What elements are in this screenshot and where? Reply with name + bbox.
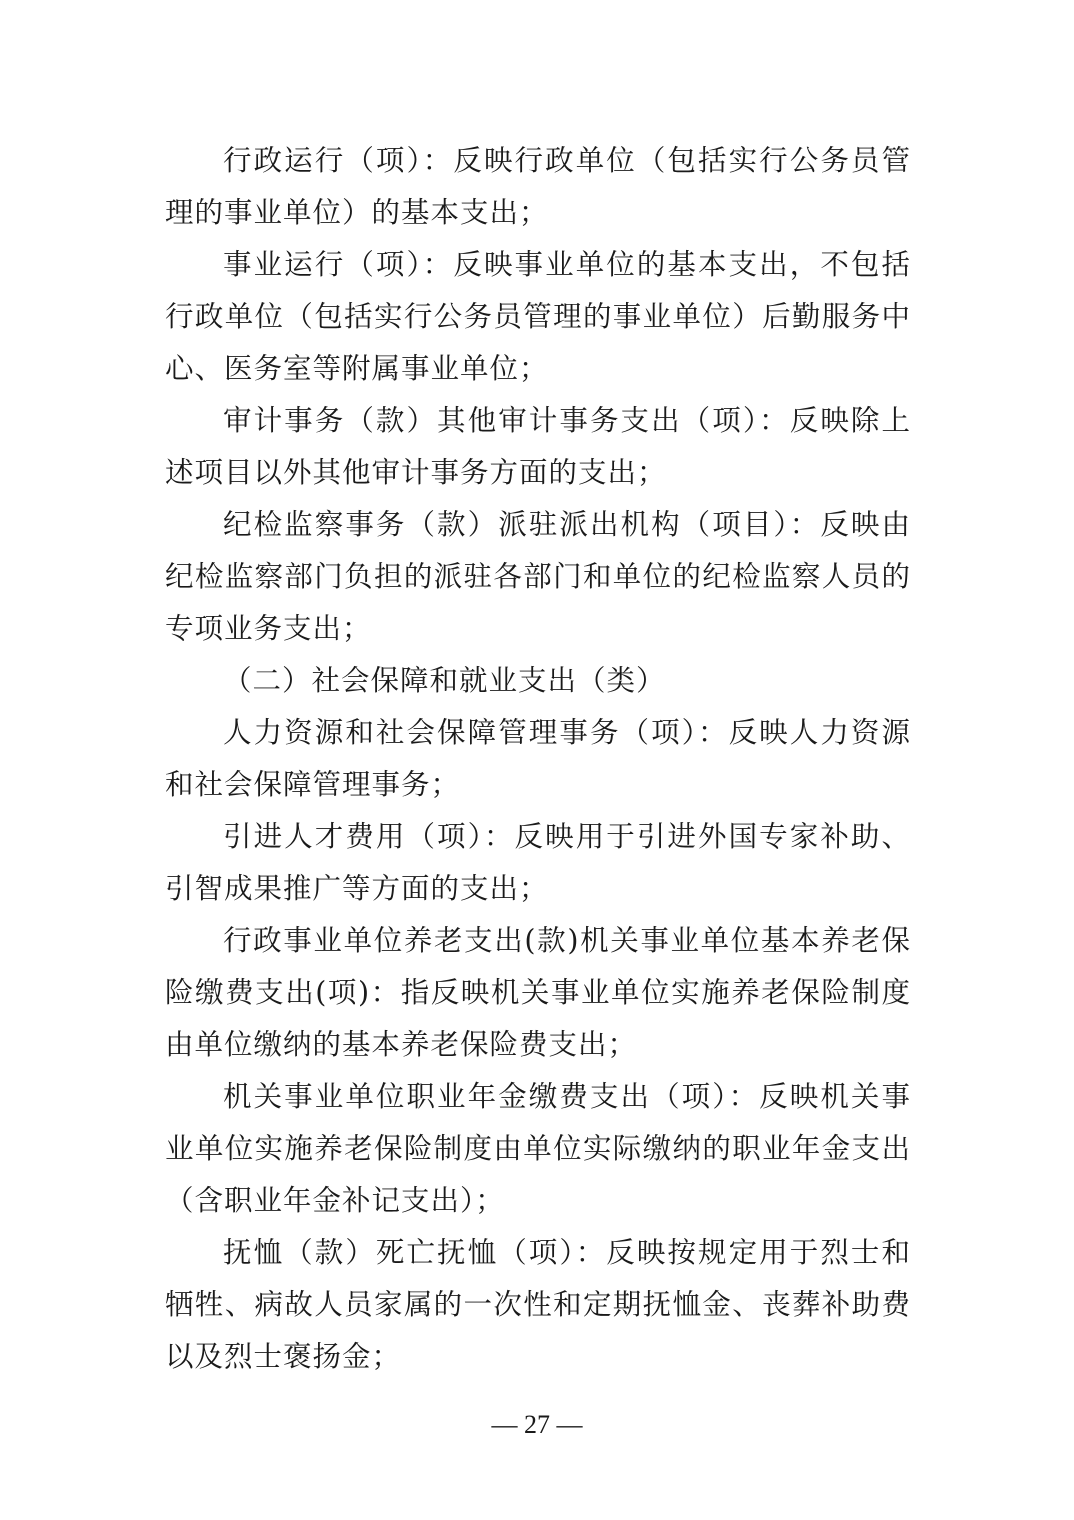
page-number: — 27 — <box>491 1410 583 1439</box>
paragraph-discipline-inspection: 纪检监察事务（款）派驻派出机构（项目）：反映由纪检监察部门负担的派驻各部门和单位的纪检监察人员的专项业务支出； <box>165 508 911 645</box>
paragraph-occupational-annuity: 机关事业单位职业年金缴费支出（项）：反映机关事业单位实施养老保险制度由单位实际缴纳的职业年金支出（含职业年金补记支出）； <box>165 1080 911 1217</box>
document-body <box>165 135 911 1383</box>
paragraph-audit-affairs: 审计事务（款）其他审计事务支出（项）：反映除上述项目以外其他审计事务方面的支出； <box>165 404 911 489</box>
section-heading-social-security: （二）社会保障和就业支出（类） <box>223 664 666 697</box>
paragraph-institution-operation: 事业运行（项）：反映事业单位的基本支出，不包括行政单位（包括实行公务员管理的事业单位）后勤服务中心、医务室等附属事业单位； <box>165 248 911 385</box>
paragraph-hr-social-security: 人力资源和社会保障管理事务（项）：反映人力资源和社会保障管理事务； <box>165 716 911 801</box>
paragraph-administrative-operation: 行政运行（项）：反映行政单位（包括实行公务员管理的事业单位）的基本支出； <box>165 144 911 229</box>
paragraph-pension-insurance: 行政事业单位养老支出(款)机关事业单位基本养老保险缴费支出(项)：指反映机关事业单位实施养老保险制度由单位缴纳的基本养老保险费支出； <box>165 924 911 1061</box>
paragraph-talent-introduction: 引进人才费用（项）：反映用于引进外国专家补助、引智成果推广等方面的支出； <box>165 820 911 905</box>
paragraph-death-pension: 抚恤（款）死亡抚恤（项）：反映按规定用于烈士和牺牲、病故人员家属的一次性和定期抚恤金、丧葬补助费以及烈士褒扬金； <box>165 1236 911 1373</box>
